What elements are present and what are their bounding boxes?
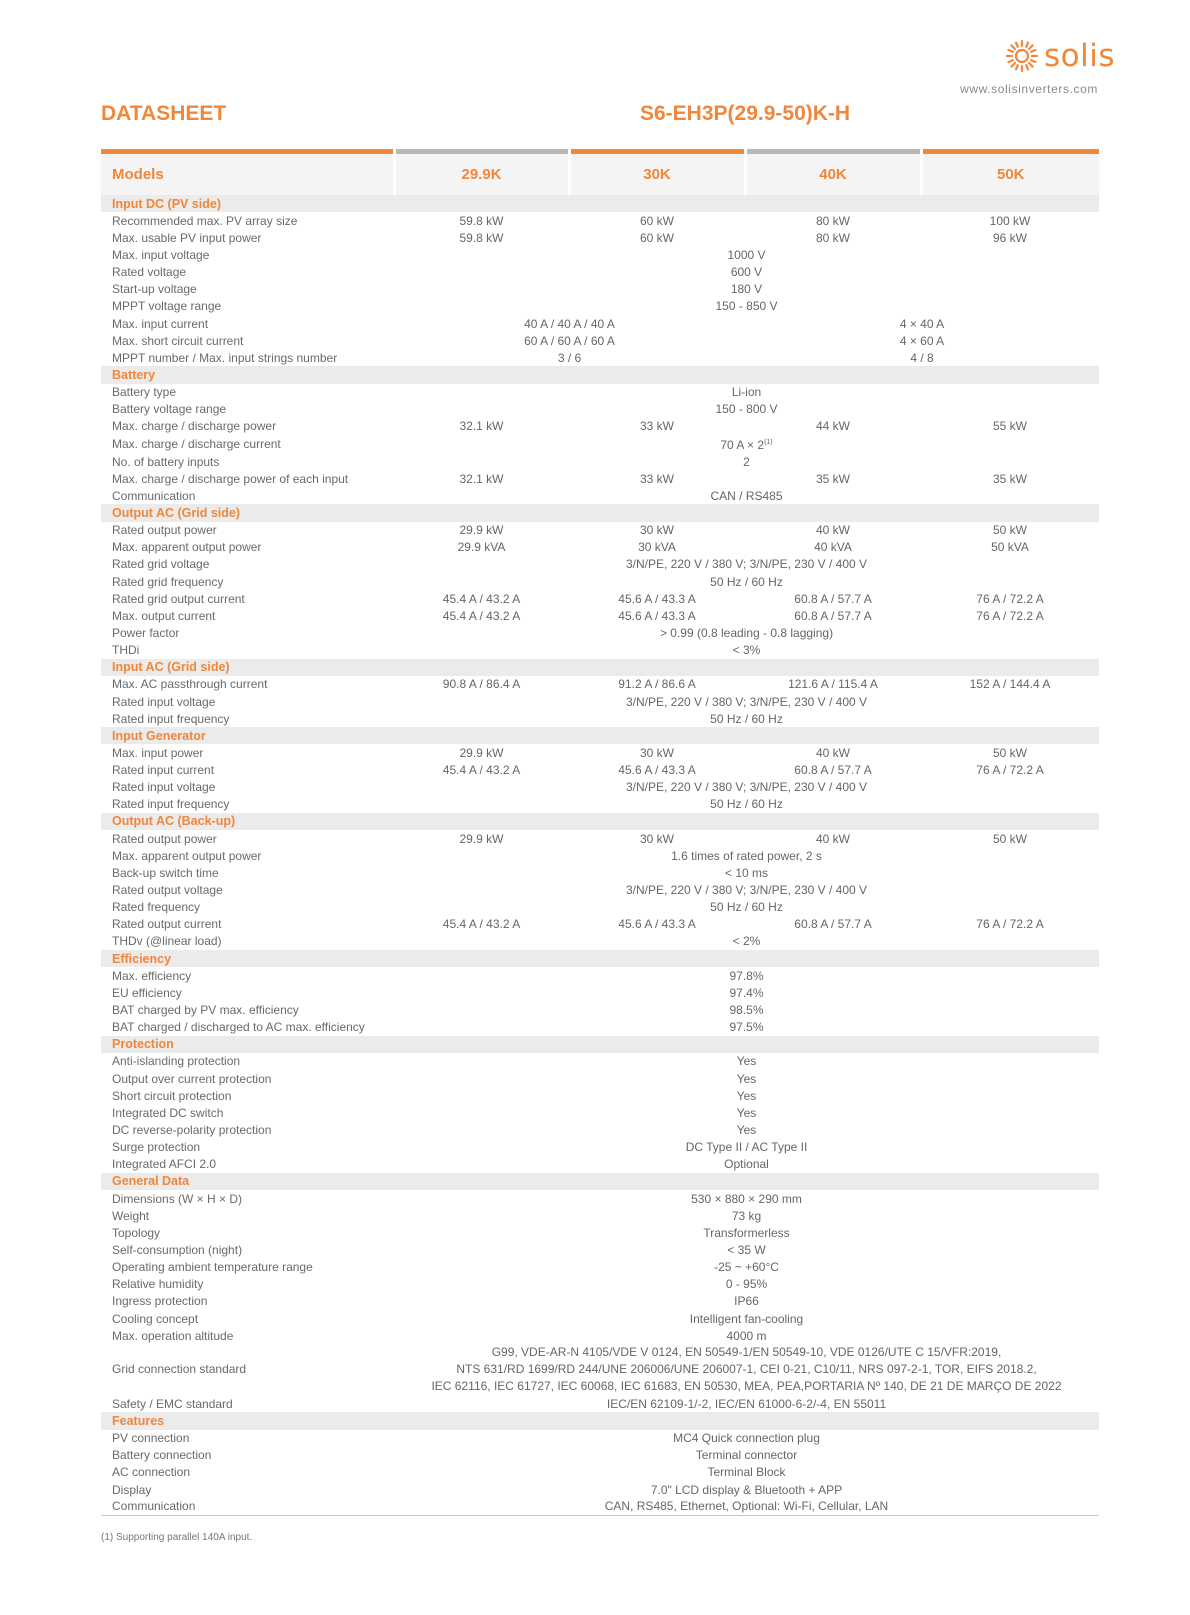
table-row [101,1121,1099,1138]
col-models: Models [101,154,394,195]
cell-value: Yes [736,1054,757,1069]
cell-value: 33 kW [639,419,674,434]
cell-value: 30 kVA [638,540,676,555]
row-label: Rated output power [112,831,217,846]
row-label: Rated output power [112,523,217,538]
section-title: Output AC (Grid side) [101,504,1099,521]
cell-value: 35 kW [815,471,850,486]
table-row [101,1053,1099,1070]
cell-value: 45.4 A / 43.2 A [442,591,521,606]
table-row [101,607,1099,624]
cell-value: 60.8 A / 57.7 A [794,591,872,606]
section-title: Output AC (Back-up) [101,813,1099,830]
table-row [101,332,1099,349]
table-row [101,830,1099,847]
cell-value: 90.8 A / 86.4 A [442,677,521,692]
row-label: Rated frequency [112,900,201,915]
cell-value: 29.9 kW [459,745,504,760]
table-row [101,1310,1099,1327]
cell-value: 530 × 880 × 290 mm [691,1191,802,1206]
cell-value: CAN / RS485 [710,488,783,503]
model-series-title: S6-EH3P(29.9-50)K-H [640,102,851,125]
cell-value: 60 kW [639,213,674,228]
row-label: Max. AC passthrough current [112,677,268,692]
table-row [101,796,1099,813]
table-row [101,779,1099,796]
table-row [101,539,1099,556]
table-row [101,487,1099,504]
table-row [101,864,1099,881]
row-label: MPPT number / Max. input strings number [112,350,338,365]
section-header [101,366,1099,383]
cell-value: 100 kW [989,213,1031,228]
cell-value: Li-ion [731,385,762,400]
cell-value: 50 kW [992,523,1027,538]
row-label: Grid connection standard [112,1362,247,1377]
cell-value: IEC/EN 62109-1/-2, IEC/EN 61000-6-2/-4, EN 55011 [606,1396,887,1411]
cell-value: 7.0" LCD display & Bluetooth + APP [650,1482,843,1497]
section-title: Input DC (PV side) [101,195,1099,212]
row-label: Max. efficiency [112,968,192,983]
cell-value: 50 kW [992,831,1027,846]
cell-value: Terminal Block [707,1465,786,1480]
row-label: Max. charge / discharge current [112,436,281,451]
cell-value: 73 kg [731,1208,762,1223]
table-row [101,1327,1099,1344]
cell-value: 80 kW [815,213,850,228]
cell-value: 3/N/PE, 220 V / 380 V; 3/N/PE, 230 V / 400 V [625,557,868,572]
cell-value: 40 kVA [814,540,852,555]
table-row [101,229,1099,246]
table-row [101,522,1099,539]
row-label: No. of battery inputs [112,454,220,469]
row-label: EU efficiency [112,985,182,1000]
table-row [101,1447,1099,1464]
cell-value: 1000 V [727,247,766,262]
table-row [101,1070,1099,1087]
row-label: Surge protection [112,1140,201,1155]
cell-value: 0 - 95% [725,1277,768,1292]
table-row [101,1430,1099,1447]
cell-value: 40 kW [815,745,850,760]
row-label: Rated voltage [112,265,187,280]
row-label: Recommended max. PV array size [112,213,298,228]
cell-value: 60.8 A / 57.7 A [794,608,872,623]
row-label: Rated output current [112,917,222,932]
section-header [101,195,1099,212]
row-label: DC reverse-polarity protection [112,1123,272,1138]
table-row [101,847,1099,864]
table-row [101,1259,1099,1276]
grid-standard-line: NTS 631/RD 1699/RD 244/UNE 206006/UNE 206007-1, CEI 0-21, C10/11, NRS 097-2-1, TOR, EIFS 2018.2, [456,1362,1037,1377]
table-row [101,401,1099,418]
row-label: Rated input voltage [112,694,216,709]
table-row [101,384,1099,401]
cell-value: 152 A / 144.4 A [969,677,1051,692]
table-row [101,212,1099,229]
cell-value: 45.6 A / 43.3 A [618,591,696,606]
sun-logo-icon [1004,38,1040,74]
row-label: Weight [112,1208,150,1223]
cell-value: 45.4 A / 43.2 A [442,763,521,778]
col-30k: 30K [569,154,745,195]
table-row [101,1293,1099,1310]
row-label: Rated output voltage [112,883,223,898]
section-title: Input Generator [101,727,1099,744]
table-row [101,264,1099,281]
cell-value: 4 × 40 A [899,316,945,331]
row-label: Dimensions (W × H × D) [112,1191,243,1206]
cell-value: < 35 W [727,1243,766,1257]
row-label: Communication [101,1498,394,1515]
table-row [101,1344,1099,1395]
cell-value: 76 A / 72.2 A [976,763,1044,778]
section-title: Battery [101,366,1099,383]
brand-logo [1004,38,1115,74]
row-label: Start-up voltage [112,282,197,297]
section-header [101,1173,1099,1190]
cell-value: Optional [724,1157,769,1172]
row-label: Cooling concept [112,1311,199,1326]
section-header [101,1036,1099,1053]
row-label: Max. operation altitude [112,1328,234,1343]
row-label: Rated input current [112,763,215,778]
cell-value: Transformerless [703,1225,790,1240]
row-label: Rated input frequency [112,797,230,812]
table-row [101,916,1099,933]
cell-value: 76 A / 72.2 A [976,608,1044,623]
table-row [101,1001,1099,1018]
table-row [101,744,1099,761]
cell-value: 97.8% [729,968,764,983]
table-row [101,1395,1099,1412]
row-label: Short circuit protection [112,1088,232,1103]
row-label: Rated input frequency [112,711,230,726]
col-50k: 50K [921,154,1099,195]
row-label: Self-consumption (night) [112,1243,243,1257]
cell-value: 55 kW [992,419,1027,434]
table-row [101,590,1099,607]
row-label: Display [112,1482,152,1497]
row-label: THDv (@linear load) [112,934,222,949]
table-row [101,1207,1099,1224]
row-label: Battery connection [112,1448,212,1463]
cell-value: 600 V [730,265,763,280]
cell-value: Intelligent fan-cooling [689,1311,804,1326]
cell-value: 32.1 kW [459,471,504,486]
cell-value: 4 / 8 [910,350,934,365]
cell-value: 59.8 kW [459,230,504,245]
table-row [101,1104,1099,1121]
table-row [101,573,1099,590]
table-row [101,1276,1099,1293]
cell-value: 80 kW [815,230,850,245]
section-header [101,659,1099,676]
cell-value: 50 Hz / 60 Hz [710,797,783,812]
cell-value: 40 kW [815,523,850,538]
cell-value: 50 Hz / 60 Hz [710,900,783,915]
table-row [101,435,1099,453]
table-row [101,1498,1099,1515]
row-label: Relative humidity [112,1277,204,1292]
cell-value: 45.6 A / 43.3 A [618,608,696,623]
cell-value: 44 kW [815,419,850,434]
row-label: Max. apparent output power [112,540,262,555]
cell-value: Yes [736,1105,757,1120]
section-header [101,727,1099,744]
row-label: Max. output current [112,608,216,623]
cell-value: 1.6 times of rated power, 2 s [671,848,822,863]
row-label: Battery voltage range [112,402,227,417]
table-row [101,984,1099,1001]
table-row [101,1156,1099,1173]
cell-value: 98.5% [729,1003,764,1018]
cell-value: 35 kW [992,471,1027,486]
row-label: Anti-islanding protection [112,1054,241,1069]
cell-value: 4 × 60 A [899,333,945,348]
row-label: Integrated AFCI 2.0 [112,1157,217,1172]
section-header [101,1412,1099,1429]
cell-value: 40 A / 40 A / 40 A [524,316,615,331]
section-header [101,813,1099,830]
section-title: General Data [101,1173,1099,1190]
cell-value: 3/N/PE, 220 V / 380 V; 3/N/PE, 230 V / 400 V [625,694,868,709]
brand-name: solis [1044,38,1115,74]
table-row [101,315,1099,332]
table-row [101,1190,1099,1207]
cell-value: 4000 m [726,1328,767,1343]
row-label: Max. short circuit current [112,333,244,348]
cell-value: 2 [743,454,750,469]
cell-value: 30 kW [639,523,674,538]
footnote: (1) Supporting parallel 140A input. [101,1532,253,1543]
row-label: Rated grid output current [112,591,245,606]
table-row [101,298,1099,315]
cell-value: Terminal connector [695,1448,798,1463]
cell-value: MC4 Quick connection plug [673,1431,820,1446]
cell-value: 50 kVA [991,540,1029,555]
row-label: Max. apparent output power [112,848,262,863]
row-label: Power factor [112,625,180,640]
row-label: Max. input power [112,745,204,760]
cell-value: 96 kW [992,230,1027,245]
cell-value: 32.1 kW [459,419,504,434]
section-title: Protection [101,1036,1099,1053]
row-label: Rated grid frequency [112,574,224,589]
cell-value: 150 - 800 V [715,402,778,417]
cell-value: 50 Hz / 60 Hz [710,711,783,726]
cell-value: Yes [736,1071,757,1086]
cell-value: 70 A × 2 [720,437,765,452]
row-label: Ingress protection [112,1294,208,1309]
datasheet-title: DATASHEET [101,102,227,125]
cell-value: CAN, RS485, Ethernet, Optional: Wi-Fi, Cellular, LAN [394,1498,1099,1515]
section-header [101,504,1099,521]
section-title: Features [101,1412,1099,1429]
cell-value: < 2% [732,934,761,949]
table-row [101,1139,1099,1156]
table-row [101,556,1099,573]
cell-value: 97.5% [729,1020,764,1035]
cell-value: 30 kW [639,831,674,846]
row-label: Rated input voltage [112,780,216,795]
cell-value: 50 kW [992,745,1027,760]
table-row [101,1019,1099,1036]
cell-value: 59.8 kW [459,213,504,228]
row-label: Max. charge / discharge power [112,419,277,434]
col-29-9k: 29.9K [394,154,569,195]
cell-value: 50 Hz / 60 Hz [710,574,783,589]
cell-value: 76 A / 72.2 A [976,591,1044,606]
cell-value: Yes [736,1088,757,1103]
table-row [101,899,1099,916]
column-header-row [101,154,1099,195]
table-row [101,967,1099,984]
cell-value: < 10 ms [724,865,769,880]
cell-value: 180 V [730,282,763,297]
table-row [101,933,1099,950]
row-label: MPPT voltage range [112,299,222,314]
table-row [101,762,1099,779]
cell-value: 3/N/PE, 220 V / 380 V; 3/N/PE, 230 V / 400 V [625,883,868,898]
cell-value: DC Type II / AC Type II [685,1140,808,1155]
row-label: BAT charged by PV max. efficiency [112,1003,299,1018]
cell-value: < 3% [732,643,761,658]
row-label: AC connection [112,1465,191,1480]
website-link[interactable]: www.solisinverters.com [960,82,1098,96]
table-row [101,693,1099,710]
cell-value [394,435,1099,453]
table-row [101,1481,1099,1498]
cell-value: 29.9 kVA [457,540,506,555]
cell-value: 45.6 A / 43.3 A [618,763,696,778]
table-row [101,281,1099,298]
table-row [101,246,1099,263]
cell-value: 97.4% [729,985,764,1000]
row-label: Operating ambient temperature range [112,1260,313,1275]
cell-value: 30 kW [639,745,674,760]
table-row [101,453,1099,470]
row-label: PV connection [112,1431,190,1446]
cell-value [394,1344,1099,1395]
cell-value: 3 / 6 [557,350,582,365]
row-label: Battery type [112,385,177,400]
table-row [101,1241,1099,1258]
cell-value: 45.4 A / 43.2 A [442,608,521,623]
cell-value: > 0.99 (0.8 leading - 0.8 lagging) [659,625,834,640]
row-label: Max. usable PV input power [112,230,262,245]
cell-value: 45.6 A / 43.3 A [618,917,696,932]
cell-value: 60 A / 60 A / 60 A [524,333,615,348]
row-label: Back-up switch time [112,865,219,880]
cell-value: -25 ~ +60°C [714,1260,779,1275]
cell-value: 40 kW [815,831,850,846]
cell-value: 33 kW [639,471,674,486]
table-row [101,676,1099,693]
table-row [101,418,1099,435]
cell-value: 3/N/PE, 220 V / 380 V; 3/N/PE, 230 V / 400 V [625,780,868,795]
table-row [101,349,1099,366]
row-label: Output over current protection [112,1071,272,1086]
cell-value: 76 A / 72.2 A [976,917,1044,932]
cell-value: 45.4 A / 43.2 A [442,917,521,932]
row-label: Max. input current [112,316,209,331]
table-row [101,1087,1099,1104]
row-label: BAT charged / discharged to AC max. efficiency [112,1020,365,1035]
row-label: Communication [112,488,196,503]
table-row [101,1224,1099,1241]
col-40k: 40K [745,154,921,195]
cell-value: 60 kW [639,230,674,245]
row-label: Max. charge / discharge power of each input [112,471,349,486]
cell-value: 60.8 A / 57.7 A [794,763,872,778]
grid-standard-line: IEC 62116, IEC 61727, IEC 60068, IEC 61683, EN 50530, MEA, PEA,PORTARIA Nº 140, DE 21 DE MARÇO DE 2022 [431,1379,1062,1394]
section-header [101,950,1099,967]
table-row [101,710,1099,727]
spec-table [101,149,1099,1516]
footnote-marker: (1) [764,438,773,446]
cell-value: 29.9 kW [459,523,504,538]
table-row [101,1464,1099,1481]
table-row [101,642,1099,659]
row-label: Rated grid voltage [112,557,210,572]
row-label: THDi [112,643,140,658]
cell-value: IP66 [734,1294,759,1309]
table-row [101,624,1099,641]
cell-value: 91.2 A / 86.6 A [618,677,696,692]
row-label: Integrated DC switch [112,1105,224,1120]
grid-standard-line: G99, VDE-AR-N 4105/VDE V 0124, EN 50549-1/EN 50549-10, VDE 0126/UTE C 15/VFR:2019, [491,1345,1002,1360]
cell-value: Yes [736,1123,757,1138]
row-label: Topology [112,1225,161,1240]
cell-value: 121.6 A / 115.4 A [788,677,878,692]
section-title: Input AC (Grid side) [101,659,1099,676]
cell-value: 150 - 850 V [715,299,778,314]
section-title: Efficiency [101,950,1099,967]
row-label: Max. input voltage [112,247,210,262]
row-label: Safety / EMC standard [112,1396,233,1411]
cell-value: 29.9 kW [459,831,504,846]
cell-value: 60.8 A / 57.7 A [794,917,872,932]
table-row [101,470,1099,487]
table-row [101,881,1099,898]
